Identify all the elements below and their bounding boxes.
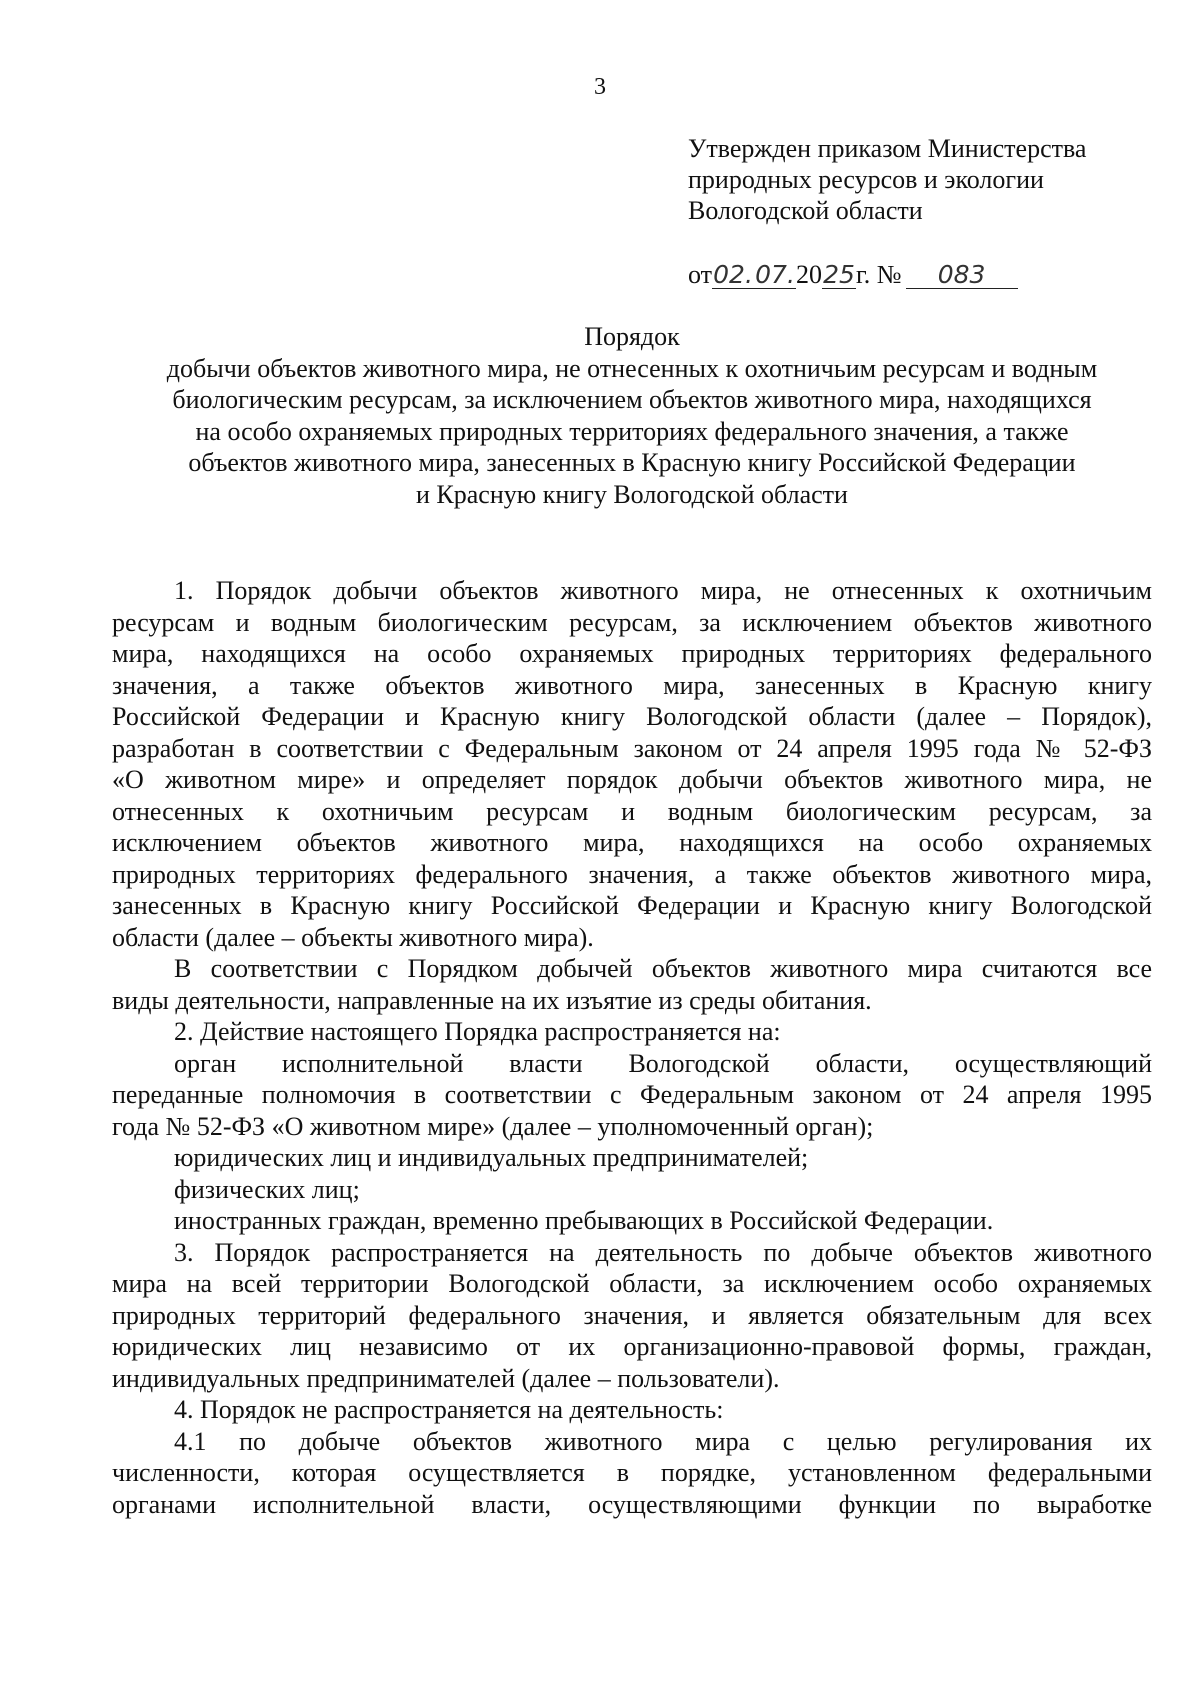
body-line: 3. Порядок распространяется на деятельность по добыче объектов животного [174, 1237, 1152, 1267]
document-title [112, 321, 1152, 510]
title-line: добычи объектов животного мира, не отнесенных к охотничьим ресурсам и водным [166, 353, 1098, 383]
title-line: и Красную книгу Вологодской области [416, 479, 848, 509]
body-line: природных территорий федерального значения, и является обязательным для всех [112, 1300, 1152, 1330]
order-prefix: от [688, 260, 713, 289]
order-month-handwritten: 07. [755, 260, 795, 289]
approval-line: природных ресурсов и экологии [688, 165, 1044, 194]
title-line: биологическим ресурсам, за исключением объектов животного мира, находящихся [172, 385, 1092, 414]
body-line: 2. Действие настоящего Порядка распространяется на: [174, 1017, 781, 1046]
body-line: физических лиц; [174, 1174, 360, 1204]
body-line: занесенных в Красную книгу Российской Федерации и Красную книгу Вологодской [112, 891, 1152, 920]
order-year-handwritten: 25 [823, 260, 855, 289]
body-line: переданные полномочия в соответствии с Федеральным законом от 24 апреля 1995 [112, 1080, 1152, 1109]
page-number: 3 [594, 74, 606, 100]
body-line: мира, находящихся на особо охраняемых природных территориях федерального [112, 639, 1152, 668]
body-line: иностранных граждан, временно пребывающих в Российской Федерации. [174, 1206, 994, 1235]
body-line: исключением объектов животного мира, находящихся на особо охраняемых [112, 828, 1152, 857]
body-line: индивидуальных предпринимателей (далее – пользователи). [112, 1363, 780, 1393]
body-line: юридических лиц независимо от их организационно-правовой формы, граждан, [112, 1332, 1152, 1361]
body-line: ресурсам и водным биологическим ресурсам, за исключением объектов животного [112, 607, 1152, 637]
order-date-number-line [688, 258, 1158, 292]
body-line: разработан в соответствии с Федеральным законом от 24 апреля 1995 года № 52-ФЗ [112, 733, 1152, 763]
order-day-handwritten: 02. [713, 260, 753, 289]
order-g-label: г. № [856, 260, 902, 289]
body-line: В соответствии с Порядком добычей объектов животного мира считаются все [174, 954, 1152, 983]
body-line: юридических лиц и индивидуальных предпринимателей; [174, 1143, 809, 1172]
approval-block [688, 133, 1158, 226]
body-line: области (далее – объекты животного мира). [112, 922, 594, 952]
body-line: «О животном мире» и определяет порядок добычи объектов животного мира, не [112, 765, 1152, 794]
body-line: 1. Порядок добычи объектов животного мира, не отнесенных к охотничьим [174, 576, 1152, 605]
order-number-handwritten: 083 [906, 262, 1018, 289]
document-body [112, 575, 1152, 1520]
body-line: года № 52-ФЗ «О животном мире» (далее – уполномоченный орган); [112, 1111, 874, 1141]
title-line: объектов животного мира, занесенных в Красную книгу Российской Федерации [188, 448, 1076, 477]
body-line: 4.1 по добыче объектов животного мира с целью регулирования их [174, 1426, 1152, 1456]
body-line: природных территориях федерального значения, а также объектов животного мира, [112, 859, 1152, 889]
body-line: значения, а также объектов животного мира, занесенных в Красную книгу [112, 670, 1152, 700]
approval-line: Утвержден приказом Министерства [688, 134, 1087, 163]
approval-line: Вологодской области [688, 196, 923, 225]
body-line: орган исполнительной власти Вологодской области, осуществляющий [174, 1048, 1152, 1078]
body-line: органами исполнительной власти, осуществляющими функции по выработке [112, 1489, 1152, 1519]
title-line: на особо охраняемых природных территориях федерального значения, а также [195, 416, 1069, 446]
body-line: 4. Порядок не распространяется на деятельность: [174, 1395, 724, 1424]
body-line: численности, которая осуществляется в порядке, установленном федеральными [112, 1458, 1152, 1487]
body-line: виды деятельности, направленные на их изъятие из среды обитания. [112, 985, 872, 1015]
body-line: отнесенных к охотничьим ресурсам и водным биологическим ресурсам, за [112, 796, 1152, 826]
order-year-prefix: 20 [796, 260, 823, 289]
title-heading: Порядок [584, 322, 680, 351]
body-line: Российской Федерации и Красную книгу Вологодской области (далее – Порядок), [112, 702, 1152, 731]
body-line: мира на всей территории Вологодской области, за исключением особо охраняемых [112, 1269, 1152, 1298]
